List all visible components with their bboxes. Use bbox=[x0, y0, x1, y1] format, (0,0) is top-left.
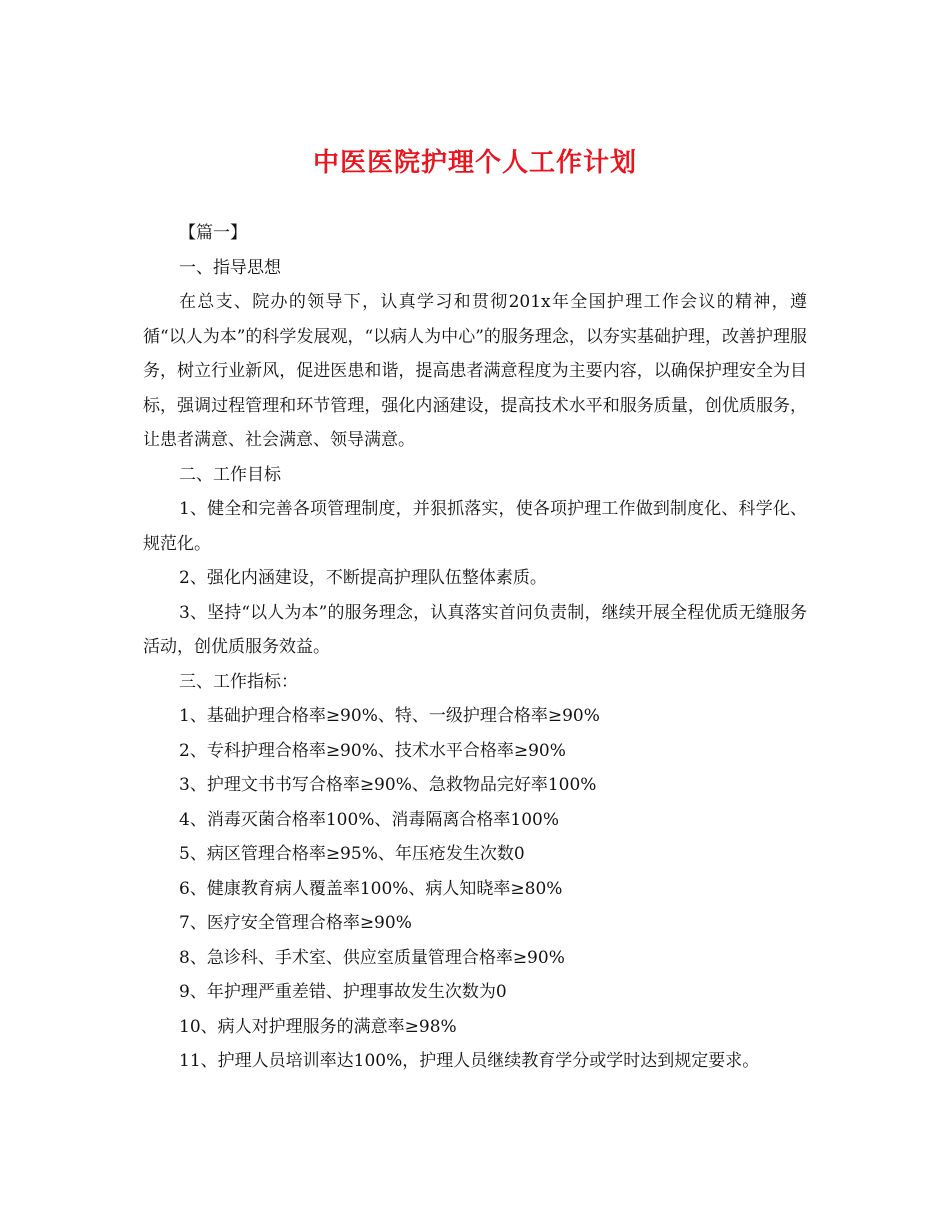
indicator-item: 4、消毒灭菌合格率100%、消毒隔离合格率100% bbox=[179, 809, 560, 830]
indicator-item: 11、护理人员培训率达100%，护理人员继续教育学分或学时达到规定要求。 bbox=[179, 1051, 760, 1071]
indicator-item: 10、病人对护理服务的满意率≥98% bbox=[179, 1016, 457, 1037]
section-label: 【篇一】 bbox=[179, 223, 247, 243]
heading-work-indicators: 三、工作指标： bbox=[179, 671, 298, 692]
heading-guiding-ideology: 一、指导思想 bbox=[179, 257, 281, 278]
indicator-item: 2、专科护理合格率≥90%、技术水平合格率≥90% bbox=[179, 740, 566, 761]
indicator-item: 9、年护理严重差错、护理事故发生次数为0 bbox=[179, 982, 507, 1002]
indicator-item: 5、病区管理合格率≥95%、年压疮发生次数0 bbox=[179, 844, 525, 864]
indicator-item: 7、医疗安全管理合格率≥90% bbox=[179, 913, 412, 933]
indicator-item: 3、护理文书书写合格率≥90%、急救物品完好率100% bbox=[179, 775, 597, 795]
indicator-item: 6、健康教育病人覆盖率100%、病人知晓率≥80% bbox=[179, 878, 563, 899]
paragraph-guiding-ideology: 在总支、院办的领导下，认真学习和贯彻201x年全国护理工作会议的精神，遵循“以人为本”的科学发展观，“以病人为中心”的服务理念，以夯实基础护理，改善护理服务，树立行业新风，促进医患和谐，提高患者满意程度为主要内容，以确保护理安全为目标，强调过程管理和环节管理，强化内涵建设，提高技术水平和服务质量，创优质服务，让患者满意、社会满意、领导满意。 bbox=[143, 292, 807, 450]
goal-item: 2、强化内涵建设，不断提高护理队伍整体素质。 bbox=[179, 568, 547, 588]
goal-item: 1、健全和完善各项管理制度，并狠抓落实，使各项护理工作做到制度化、科学化、规范化。 bbox=[143, 499, 807, 554]
heading-work-goals: 二、工作目标 bbox=[179, 464, 281, 485]
document-title: 中医医院护理个人工作计划 bbox=[312, 148, 637, 178]
document-body bbox=[143, 216, 807, 1079]
goal-item: 3、坚持“以人为本”的服务理念，认真落实首问负责制，继续开展全程优质无缝服务活动，创优质服务效益。 bbox=[143, 602, 807, 657]
indicator-item: 1、基础护理合格率≥90%、特、一级护理合格率≥90% bbox=[179, 706, 600, 726]
indicator-item: 8、急诊科、手术室、供应室质量管理合格率≥90% bbox=[179, 947, 565, 968]
